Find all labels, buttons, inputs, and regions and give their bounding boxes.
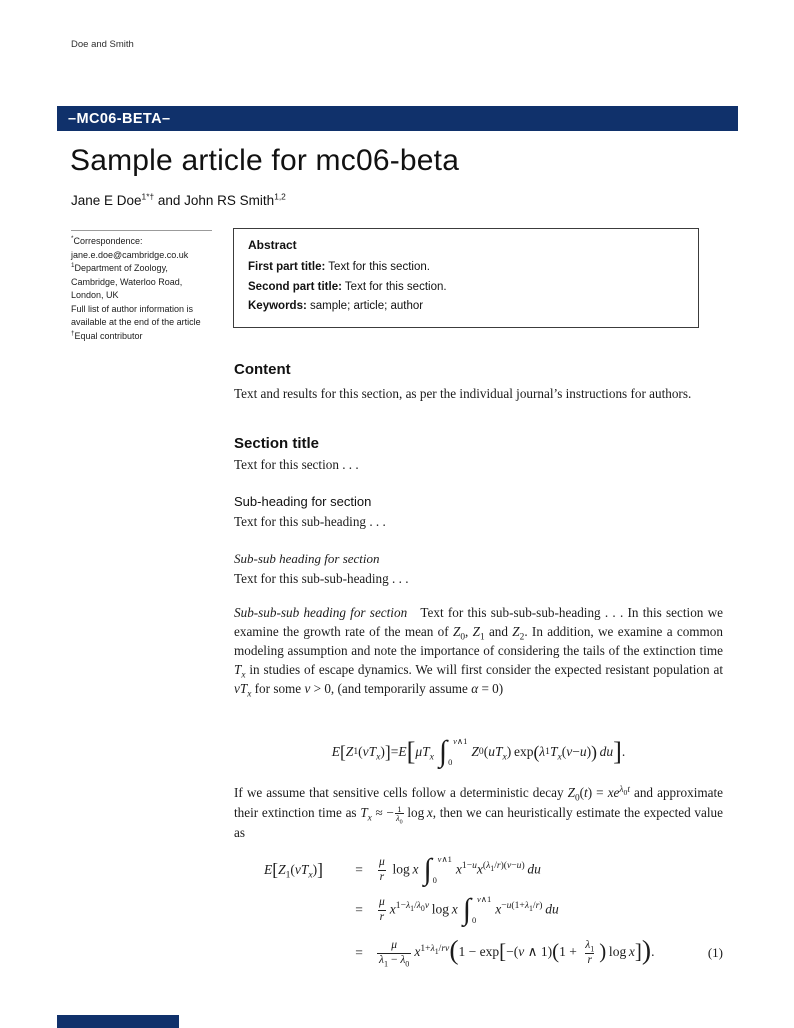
equation-row [234,850,723,890]
equation-number: (1) [707,945,723,960]
footer-bar [57,1015,179,1028]
aligned-equations [234,850,723,976]
equals-sign: = [355,902,363,917]
abstract-item-second-text: Text for this section. [341,280,447,293]
section-heading: Section title [234,435,320,452]
abstract-item-first-label: First part title: [248,261,326,273]
correspondence-note: *Correspondence: jane.e.doe@cambridge.co.uk [71,235,189,260]
display-equation: E [ Z 1 ( $vT_x$ ) ] = E [ $\mu T_x$ ∫ v∧1 0 Z 0 ( $uT_x$ ) exp ( λ 1 $T_x$ ( v − u ) ) du ] . [331,735,626,768]
journal-banner [57,106,738,131]
equal-contributor-note: †Equal contributor [71,329,143,341]
affiliation-note: $^1$Department of Zoology, Cambridge, Waterloo Road, London, UK [71,262,183,300]
abstract-item-first [248,261,684,273]
abstract-box [233,228,699,328]
equation-rhs: $\frac{\mu}{r}$ $x^{1-\lambda_1/\lambda_0v}$ log x ∫ v∧1 0 $x^{-u(1+\lambda_1/r)}$ du [379,893,559,926]
subsection-heading: Sub-heading for section [234,494,372,509]
correspondence-sidebar [71,235,223,343]
abstract-keywords-label: Keywords: [248,300,307,312]
run-in-paragraph: Sub-sub-sub heading for section Text for this sub-sub-sub-heading . . . In this section we examine the growth rate of the mean of $Z_0$, $Z_1$ and $Z_2$. In addition, we examine a common modeling assumption and note the importance of considering the tails of the extinction time $T_x$ in studies of escape dynamics. We will first consider the expected resistant population at $vT_x$ for some v > 0, (and temporarily assume α = 0) [234,605,724,700]
article-title: Sample article for mc06-beta [70,144,460,177]
equation-lhs: $E[Z_1(vT_x)]$ [264,859,324,881]
author-info-note: Full list of author information is available at the end of the article [71,303,201,327]
subsection-paragraph: Text for this sub-heading . . . [234,514,386,529]
between-paragraph: If we assume that sensitive cells follow a deterministic decay $Z_0(t) = xe^{\lambda_0t}$ and approximate their extinction time as $T_x$ ≈ − $\frac{1}{\lambda_0}$ log x, then we can heuristically estimate the expected value as [234,784,724,841]
equation-rhs: $\frac{\mu}{r}$ log x ∫ v∧1 0 $x^{1-u}x^{(\lambda_1/r)(v-u)}$ du [379,853,541,886]
equation-row [234,890,723,930]
abstract-item-keywords [248,300,684,312]
abstract-item-second [248,281,684,293]
running-header: Doe and Smith [71,39,134,50]
abstract-title: Abstract [248,238,297,252]
content-heading: Content [234,361,291,378]
subsubsection-heading: Sub-sub heading for section [234,551,380,566]
equation-row [234,930,723,976]
section-paragraph: Text for this section . . . [234,457,359,472]
equals-sign: = [355,862,363,877]
abstract-item-second-label: Second part title: [248,280,342,293]
abstract-item-first-text: Text for this section. [325,261,430,273]
subsubsection-paragraph: Text for this sub-sub-heading . . . [234,571,409,586]
sidebar-divider [71,230,212,231]
content-paragraph: Text and results for this section, as per the individual journal’s instructions for authors. [234,386,692,401]
authors-line: Jane E Doe$^{1*\dagger}$ and John RS Smith$^{1,2}$ [71,191,286,208]
equals-sign: = [355,945,363,960]
abstract-keywords-text: sample; article; author [306,300,424,312]
banner-label: –MC06-BETA– [68,110,171,127]
equation-rhs: $\frac{\mu}{\lambda_1 - \lambda_0}$ $x^{1+\lambda_1/rv}(1 - \exp[-(v$ ∧ 1)(1 + $\frac{\lambda_1}{r}$ ) log x]). [379,934,655,968]
